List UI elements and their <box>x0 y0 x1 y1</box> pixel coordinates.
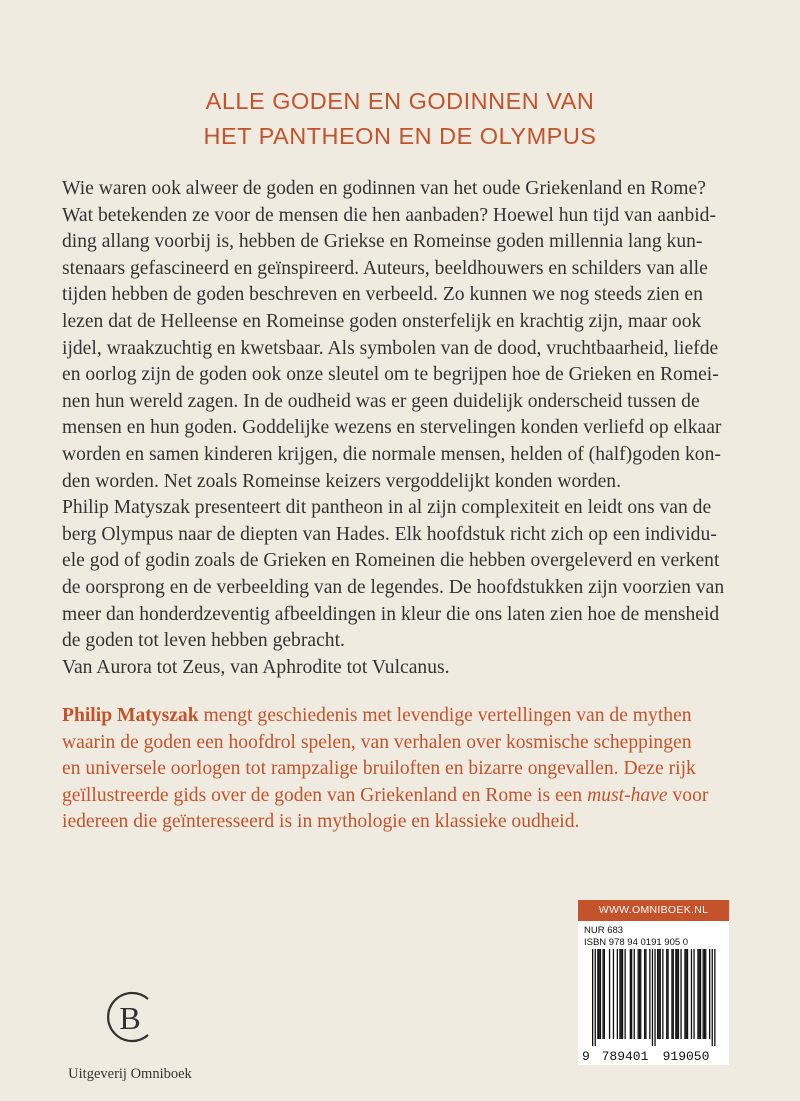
barcode-bar <box>617 949 618 1039</box>
barcode-bar <box>703 949 704 1039</box>
barcode-digits-right: 919050 <box>662 1049 710 1064</box>
barcode-bar <box>699 949 700 1039</box>
description-line: nen hun wereld zagen. In de oudheid was er geen duidelijk onderscheid tussen de <box>62 390 700 412</box>
description-line: ijdel, wraakzuchtig en kwetsbaar. Als symbolen van de dood, vruchtbaarheid, liefde <box>62 337 719 359</box>
description-line: Van Aurora tot Zeus, van Aphrodite tot Vulcanus. <box>62 656 450 678</box>
barcode-bar <box>644 949 645 1039</box>
barcode-bar <box>630 949 631 1039</box>
description-line: ele god of godin zoals de Grieken en Romeinen die hebben overgeleverd en verkent <box>62 550 720 572</box>
bio-text: voor <box>667 784 709 806</box>
barcode-bar <box>645 949 646 1039</box>
description-line: meer dan honderdzeventig afbeeldingen in kleur die ons laten zien hoe de mensheid <box>62 603 720 625</box>
barcode-bar <box>631 949 632 1039</box>
barcode-bar <box>671 949 672 1039</box>
barcode-box <box>578 921 729 1065</box>
barcode-bar <box>595 949 596 1046</box>
bio-line <box>62 783 752 810</box>
barcode-bar <box>638 949 639 1039</box>
barcode-bar <box>705 949 706 1039</box>
bio-line: en universele oorlogen tot rampzalige bruiloften en bizarre ongevallen. Deze rijk <box>62 758 696 780</box>
barcode-bar <box>662 949 663 1039</box>
barcode-bar <box>604 949 605 1039</box>
bio-line <box>62 703 752 730</box>
author-bio <box>62 703 752 836</box>
barcode-bar <box>654 949 655 1046</box>
barcode-digits-left: 789401 <box>601 1049 649 1064</box>
barcode-bar <box>639 949 640 1039</box>
bio-line: iedereen die geïnteresseerd is in mythologie en klassieke oudheid. <box>62 811 580 833</box>
barcode-bar <box>712 949 713 1046</box>
publisher-logo-icon <box>96 985 160 1049</box>
barcode-digit-first: 9 <box>582 1049 590 1064</box>
description-text <box>62 176 752 681</box>
description-line: tijden hebben de goden beschreven en verbeeld. Zo kunnen we nog steeds zien en <box>62 284 703 306</box>
barcode-bar <box>600 949 601 1039</box>
barcode-bar <box>658 949 659 1039</box>
barcode-bar <box>697 949 698 1039</box>
isbn-code: ISBN 978 94 0191 905 0 <box>584 936 689 948</box>
title-line-1: ALLE GODEN EN GODINNEN VAN <box>205 88 595 114</box>
title-line-2: HET PANTHEON EN DE OLYMPUS <box>203 123 597 149</box>
barcode-bar <box>619 949 620 1039</box>
description-line: worden en samen kinderen krijgen, die normale mensen, helden of (half)goden kon- <box>62 443 721 465</box>
publisher-name: Uitgeverij Omniboek <box>68 1066 192 1082</box>
barcode-bar <box>622 949 623 1039</box>
barcode-bar <box>686 949 687 1039</box>
website-banner: WWW.OMNIBOEK.NL <box>578 900 729 921</box>
barcode-bar <box>680 949 681 1039</box>
description-line: stenaars gefascineerd en geïnspireerd. Auteurs, beeldhouwers en schilders van alle <box>62 257 708 279</box>
author-name: Philip Matyszak <box>62 705 199 726</box>
barcode-bar <box>652 949 653 1046</box>
barcode-bar <box>704 949 705 1039</box>
barcode-bar <box>640 949 641 1039</box>
barcode-bar <box>592 949 593 1046</box>
barcode-bar <box>599 949 600 1039</box>
barcode-bar <box>657 949 658 1039</box>
barcode-block <box>578 900 729 1065</box>
barcode-bar <box>684 949 685 1039</box>
barcode-codes <box>584 925 688 948</box>
description-line: Philip Matyszak presenteert dit pantheon in al zijn complexiteit en leidt ons van de <box>62 497 712 519</box>
barcode-image <box>578 949 729 1065</box>
barcode-bar <box>700 949 701 1039</box>
barcode-bar <box>602 949 603 1039</box>
barcode-bar <box>709 949 710 1039</box>
barcode-bar <box>597 949 598 1039</box>
description-line: Wat betekenden ze voor de mensen die hen aanbaden? Hoewel hun tijd van aanbid- <box>62 204 717 226</box>
barcode-bar <box>649 949 650 1039</box>
barcode-bar <box>667 949 668 1039</box>
description-line: en oorlog zijn de goden ook onze sleutel om te begrijpen hoe de Grieken en Romei- <box>62 364 719 386</box>
description-line: lezen dat de Helleense en Romeinse goden onsterfelijk en krachtig zijn, maar ook <box>62 310 702 332</box>
barcode-bar <box>693 949 694 1039</box>
barcode-bar <box>673 949 674 1039</box>
bio-text: mengt geschiedenis met levendige vertellingen van de mythen <box>198 705 692 726</box>
description-line: mensen en hun goden. Goddelijke wezens en stervelingen konden verliefd op elkaar <box>62 417 722 439</box>
description-line: den worden. Net zoals Romeinse keizers vergoddelijkt konden worden. <box>62 470 621 492</box>
bio-emphasis: must-have <box>587 784 668 806</box>
description-line: berg Olympus naar de diepten van Hades. Elk hoofdstuk richt zich op een individu- <box>62 523 717 545</box>
cover-title <box>0 84 800 154</box>
description-line: ding allang voorbij is, hebben de Griekse en Romeinse goden millennia lang kun- <box>62 231 703 253</box>
barcode-bar <box>625 949 626 1039</box>
barcode-bar <box>677 949 678 1039</box>
barcode-bar <box>678 949 679 1039</box>
description-line: de oorsprong en de verbeelding van de legendes. De hoofdstukken zijn voorzien van <box>62 576 725 598</box>
barcode-bar <box>660 949 661 1039</box>
barcode-bar <box>687 949 688 1039</box>
barcode-bar <box>691 949 692 1039</box>
barcode-bar <box>613 949 614 1039</box>
nur-code: NUR 683 <box>584 925 624 936</box>
barcode-bar <box>634 949 635 1039</box>
logo-letter: B <box>119 1000 141 1036</box>
description-line: Wie waren ook alweer de goden en godinnen van het oude Griekenland en Rome? <box>62 178 706 199</box>
bio-line: waarin de goden een hoofdrol spelen, van verhalen over kosmische scheppingen <box>62 731 692 753</box>
barcode-bar <box>621 949 622 1039</box>
barcode-bar <box>609 949 610 1039</box>
description-line: de goden tot leven hebben gebracht. <box>62 630 345 652</box>
bio-text: geïllustreerde gids over de goden van Griekenland en Rome is een <box>62 784 588 806</box>
barcode-bar <box>666 949 667 1039</box>
barcode-bar <box>714 949 715 1046</box>
barcode-bar <box>675 949 676 1039</box>
